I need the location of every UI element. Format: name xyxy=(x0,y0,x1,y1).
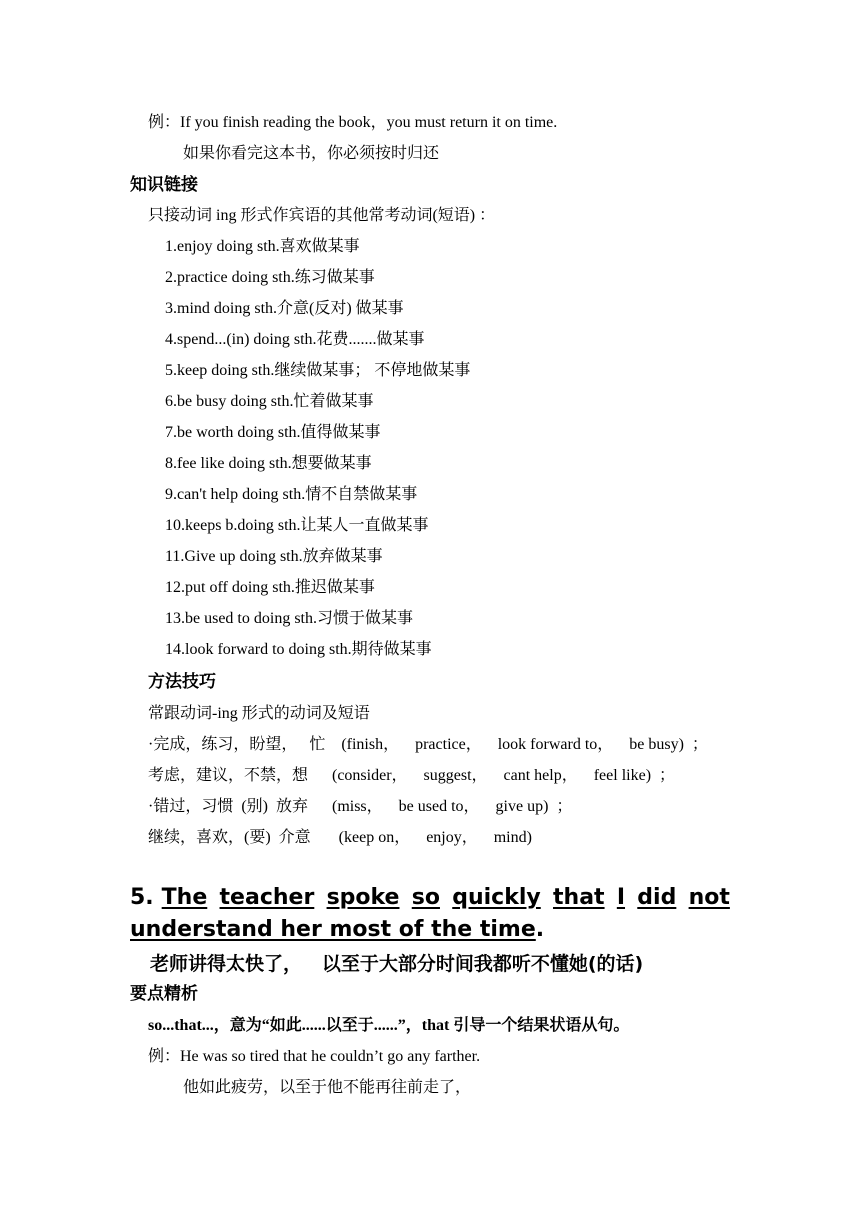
knowledge-link-heading: 知识链接 xyxy=(130,175,198,195)
section-5-title-line-1 xyxy=(130,882,730,914)
list-item: 10.keeps b.doing sth.让某人一直做某事 xyxy=(165,517,429,534)
method-tips-line: 考虑，建议，不禁，想 (consider， suggest， cant help， feel like) ； xyxy=(148,767,676,784)
section-5-title-line-2 xyxy=(130,914,730,946)
list-item: 8.fee like doing sth.想要做某事 xyxy=(165,455,372,472)
section-number: 5. xyxy=(130,885,154,910)
list-item: 7.be worth doing sth.值得做某事 xyxy=(165,424,381,441)
title-word: spoke xyxy=(326,885,400,910)
list-item: 2.practice doing sth.练习做某事 xyxy=(165,269,375,286)
method-tips-line: 继续，喜欢，(要) 介意 (keep on， enjoy， mind) xyxy=(148,829,532,846)
example-sentence-en: 例：If you finish reading the book，you must return it on time. xyxy=(148,114,558,131)
list-item: 5.keep doing sth.继续做某事； 不停地做某事 xyxy=(165,362,471,379)
section-5-translation: 老师讲得太快了， 以至于大部分时间我都听不懂她(的话) xyxy=(150,953,644,975)
title-word: I xyxy=(616,885,626,910)
key-points-example-en: 例：He was so tired that he couldn’t go any farther. xyxy=(148,1048,481,1065)
method-tips-line: ·完成，练习，盼望， 忙 (finish， practice， look forward to， be busy) ； xyxy=(148,736,708,753)
key-points-explanation: so...that...，意为“如此......以至于......”，that 引导一个结果状语从句。 xyxy=(148,1017,630,1034)
list-item: 14.look forward to doing sth.期待做某事 xyxy=(165,641,432,658)
example-sentence-cn: 如果你看完这本书，你必须按时归还 xyxy=(183,145,440,162)
method-tips-line: ·错过，习惯 (别) 放弃 (miss， be used to， give up) ； xyxy=(148,798,573,815)
title-word: The xyxy=(161,885,208,910)
key-points-example-cn: 他如此疲劳，以至于他不能再往前走了， xyxy=(183,1079,472,1096)
list-item: 13.be used to doing sth.习惯于做某事 xyxy=(165,610,413,627)
title-period: . xyxy=(535,917,545,942)
list-item: 9.can't help doing sth.情不自禁做某事 xyxy=(165,486,418,503)
title-word: did xyxy=(637,885,677,910)
method-tips-heading: 方法技巧 xyxy=(148,672,216,692)
list-item: 11.Give up doing sth.放弃做某事 xyxy=(165,548,383,565)
title-word: not xyxy=(688,885,730,910)
list-item: 4.spend...(in) doing sth.花费.......做某事 xyxy=(165,331,425,348)
key-points-heading: 要点精析 xyxy=(130,984,198,1004)
list-item: 3.mind doing sth.介意(反对) 做某事 xyxy=(165,300,404,317)
title-word: that xyxy=(553,885,605,910)
method-tips-intro: 常跟动词-ing 形式的动词及短语 xyxy=(148,705,370,722)
list-item: 1.enjoy doing sth.喜欢做某事 xyxy=(165,238,360,255)
title-word: quickly xyxy=(452,885,541,910)
title-word: so xyxy=(411,885,440,910)
section-5-title xyxy=(130,882,730,946)
title-word: teacher xyxy=(219,885,315,910)
list-item: 12.put off doing sth.推迟做某事 xyxy=(165,579,375,596)
knowledge-link-intro: 只接动词 ing 形式作宾语的其他常考动词(短语) ： xyxy=(148,207,496,224)
title-line-2-text: understand her most of the time xyxy=(130,917,536,942)
list-item: 6.be busy doing sth.忙着做某事 xyxy=(165,393,374,410)
